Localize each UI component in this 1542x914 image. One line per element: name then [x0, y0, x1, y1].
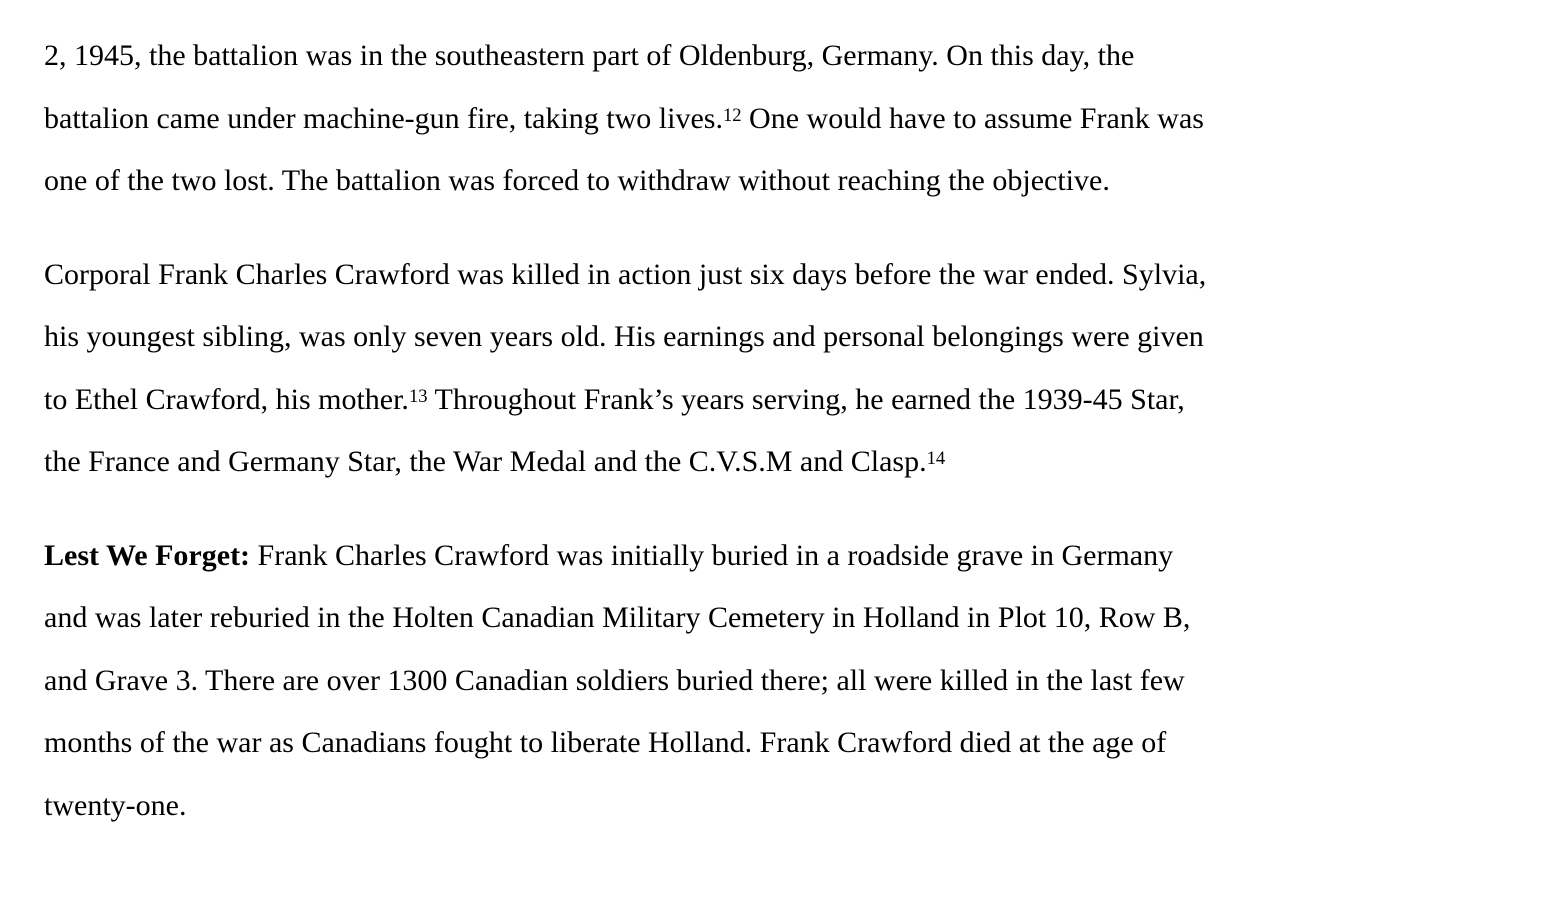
text-run: months of the war as Canadians fought to liberate Holland. Frank Crawford died at the age of: [44, 726, 1167, 759]
text-line: [44, 431, 1502, 494]
document-body: [44, 25, 1502, 837]
footnote-marker: 12: [722, 104, 742, 126]
text-run: to Ethel Crawford, his mother.: [44, 382, 409, 416]
paragraph: [44, 25, 1502, 213]
text-run: and Grave 3. There are over 1300 Canadian soldiers buried there; all were killed in the last few: [44, 663, 1185, 697]
text-line: [44, 650, 1502, 713]
text-run: twenty-one.: [44, 788, 187, 822]
text-line: [44, 712, 1502, 775]
text-run: the France and Germany Star, the War Medal and the C.V.S.M and Clasp.: [44, 445, 927, 478]
text-run: battalion came under machine-gun fire, taking two lives.: [44, 101, 723, 135]
text-line: [44, 25, 1502, 88]
paragraph: [44, 525, 1502, 838]
footnote-marker: 13: [408, 385, 428, 407]
text-line: [44, 369, 1502, 432]
text-line: [44, 587, 1502, 650]
text-run: One would have to assume Frank was: [741, 101, 1204, 135]
text-run: and was later reburied in the Holten Canadian Military Cemetery in Holland in Plot 10, Row B,: [44, 601, 1191, 634]
text-run: one of the two lost. The battalion was forced to withdraw without reaching the objective.: [44, 164, 1110, 197]
text-line: [44, 244, 1502, 307]
text-line: [44, 525, 1502, 588]
paragraph: [44, 244, 1502, 494]
bold-text-run: Lest We Forget:: [44, 538, 251, 572]
text-run: Corporal Frank Charles Crawford was killed in action just six days before the war ended. Sylvia,: [44, 257, 1207, 291]
text-run: 2, 1945, the battalion was in the southeastern part of Oldenburg, Germany. On this day, the: [44, 39, 1135, 72]
text-run: Throughout Frank’s years serving, he earned the 1939-45 Star,: [427, 382, 1185, 416]
text-line: [44, 88, 1502, 151]
text-run: his youngest sibling, was only seven years old. His earnings and personal belongings were given: [44, 320, 1204, 353]
text-run: Frank Charles Crawford was initially buried in a roadside grave in Germany: [250, 538, 1174, 572]
text-line: [44, 306, 1502, 369]
text-line: [44, 775, 1502, 838]
footnote-marker: 14: [926, 447, 946, 469]
text-line: [44, 150, 1502, 213]
